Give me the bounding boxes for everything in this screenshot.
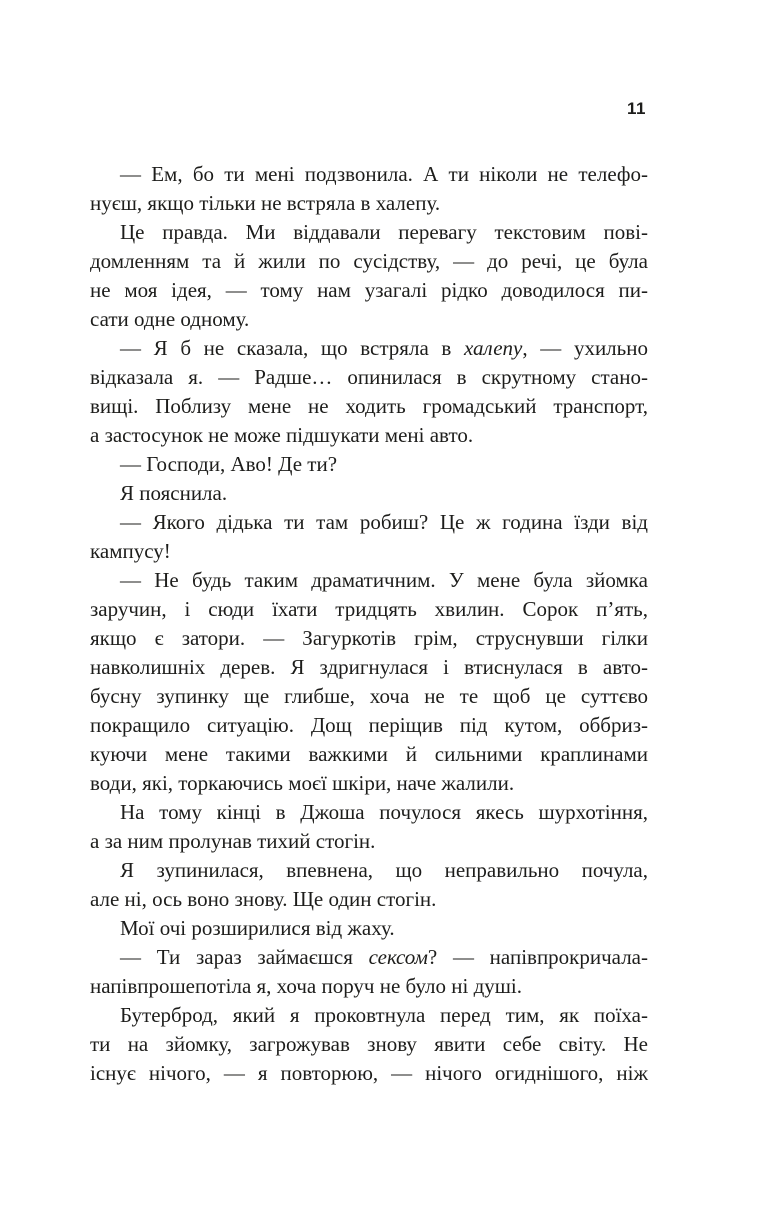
paragraph	[90, 160, 648, 218]
paragraph	[90, 479, 648, 508]
text-line: але ні, ось воно знову. Ще один стогін.	[90, 887, 437, 911]
text-line: води, які, торкаючись моєї шкіри, наче жалили.	[90, 771, 515, 795]
text-line: якщо є затори. — Загуркотів грім, струснувши гілки	[90, 626, 648, 650]
paragraph	[90, 914, 648, 943]
text-line: — Ем, бо ти мені подзвонила. А ти ніколи не телефо-	[120, 162, 648, 186]
text-block	[90, 160, 648, 1088]
text-line: — Я б не сказала, що встряла в халепу, — ухильно	[120, 336, 648, 360]
paragraph	[90, 856, 648, 914]
text-line: заручин, і сюди їхати тридцять хвилин. Сорок п’ять,	[90, 597, 648, 621]
paragraph	[90, 450, 648, 479]
paragraph	[90, 334, 648, 450]
text-line: Бутерброд, який я проковтнула перед тим, як поїха-	[120, 1003, 648, 1027]
text-line: існує нічого, — я повторюю, — нічого огиднішого, ніж	[90, 1061, 648, 1085]
paragraph	[90, 798, 648, 856]
paragraph	[90, 943, 648, 1001]
italic-word: халепу	[464, 336, 523, 360]
text-line: бусну зупинку ще глибше, хоча не те щоб це суттєво	[90, 684, 648, 708]
text-line: Я зупинилася, впевнена, що неправильно почула,	[120, 858, 648, 882]
text-line: а застосунок не може підшукати мені авто.	[90, 423, 474, 447]
text-line: вищі. Поблизу мене не ходить громадський транспорт,	[90, 394, 648, 418]
page-number: 11	[627, 99, 646, 118]
text-line: — Господи, Аво! Де ти?	[120, 452, 338, 476]
text-line: На тому кінці в Джоша почулося якесь шурхотіння,	[120, 800, 648, 824]
paragraph	[90, 508, 648, 566]
paragraph	[90, 566, 648, 798]
text-line: ти на зйомку, загрожував знову явити себе світу. Не	[90, 1032, 648, 1056]
text-line: домленням та й жили по сусідству, — до речі, це була	[90, 249, 648, 273]
text-line: Мої очі розширилися від жаху.	[120, 916, 395, 940]
text-line: — Не будь таким драматичним. У мене була зйомка	[120, 568, 648, 592]
italic-word: сексом	[368, 945, 428, 969]
text-line: а за ним пролунав тихий стогін.	[90, 829, 376, 853]
text-line: сати одне одному.	[90, 307, 250, 331]
text-line: — Якого дідька ти там робиш? Це ж година їзди від	[120, 510, 648, 534]
text-line: нуєш, якщо тільки не встряла в халепу.	[90, 191, 441, 215]
text-line: — Ти зараз займаєшся сексом? — напівпрокричала-	[120, 945, 648, 969]
text-line: напівпрошепотіла я, хоча поруч не було ні душі.	[90, 974, 523, 998]
text-line: відказала я. — Радше… опинилася в скрутному стано-	[90, 365, 648, 389]
text-line: Це правда. Ми віддавали перевагу текстовим пові-	[120, 220, 648, 244]
text-line: навколишніх дерев. Я здригнулася і втиснулася в авто-	[90, 655, 648, 679]
text-line: Я пояснила.	[120, 481, 228, 505]
paragraph	[90, 218, 648, 334]
text-line: куючи мене такими важкими й сильними краплинами	[90, 742, 648, 766]
text-line: не моя ідея, — тому нам узагалі рідко доводилося пи-	[90, 278, 648, 302]
text-line: покращило ситуацію. Дощ періщив під кутом, оббриз-	[90, 713, 648, 737]
paragraph	[90, 1001, 648, 1088]
text-line: кампусу!	[90, 539, 171, 563]
